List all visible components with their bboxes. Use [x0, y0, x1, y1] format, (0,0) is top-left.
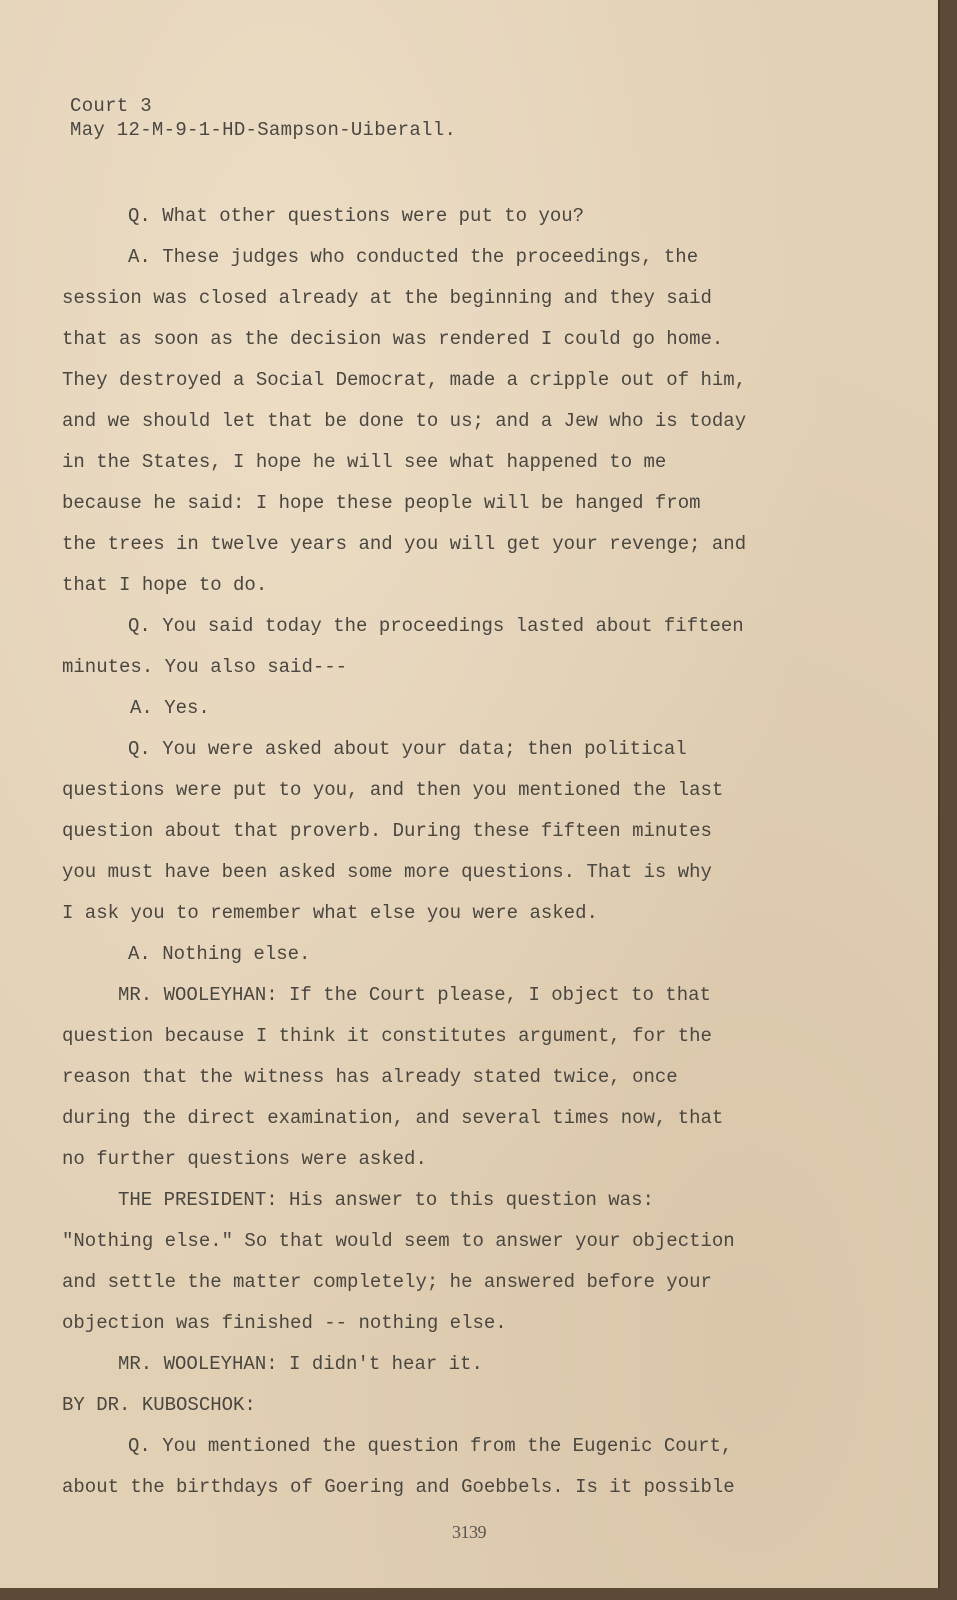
transcript-line: that as soon as the decision was rendered I could go home. — [62, 328, 724, 350]
transcript-line: the trees in twelve years and you will get your revenge; and — [62, 533, 747, 555]
transcript-line: Q. You were asked about your data; then political — [128, 738, 687, 760]
transcript-line: during the direct examination, and several times now, that — [62, 1107, 724, 1129]
transcript-line: A. These judges who conducted the proceedings, the — [128, 246, 699, 268]
transcript-line: I ask you to remember what else you were asked. — [62, 902, 598, 924]
transcript-line: MR. WOOLEYHAN: If the Court please, I object to that — [118, 984, 711, 1006]
transcript-line: They destroyed a Social Democrat, made a cripple out of him, — [62, 369, 747, 391]
transcript-line: A. Yes. — [130, 697, 210, 719]
transcript-line: Q. What other questions were put to you? — [128, 205, 585, 227]
date-line: May 12-M-9-1-HD-Sampson-Uiberall. — [70, 119, 457, 141]
transcript-line: and settle the matter completely; he answered before your — [62, 1271, 712, 1293]
transcript-line: about the birthdays of Goering and Goebbels. Is it possible — [62, 1476, 735, 1498]
transcript-line: because he said: I hope these people will be hanged from — [62, 492, 701, 514]
transcript-line: THE PRESIDENT: His answer to this question was: — [118, 1189, 654, 1211]
transcript-line: in the States, I hope he will see what happened to me — [62, 451, 667, 473]
transcript-line: minutes. You also said--- — [62, 656, 348, 678]
transcript-line: questions were put to you, and then you mentioned the last — [62, 779, 724, 801]
transcript-line: no further questions were asked. — [62, 1148, 427, 1170]
transcript-line: "Nothing else." So that would seem to answer your objection — [62, 1230, 735, 1252]
transcript-line: BY DR. KUBOSCHOK: — [62, 1394, 256, 1416]
page-number: 3139 — [452, 1522, 486, 1542]
transcript-line: Q. You said today the proceedings lasted about fifteen — [128, 615, 744, 637]
transcript-line: reason that the witness has already stated twice, once — [62, 1066, 678, 1088]
transcript-line: objection was finished -- nothing else. — [62, 1312, 507, 1334]
transcript-line: and we should let that be done to us; and a Jew who is today — [62, 410, 747, 432]
court-line: Court 3 — [70, 95, 152, 117]
transcript-line: question about that proverb. During these fifteen minutes — [62, 820, 712, 842]
transcript-line: Q. You mentioned the question from the Eugenic Court, — [128, 1435, 733, 1457]
transcript-line: MR. WOOLEYHAN: I didn't hear it. — [118, 1353, 483, 1375]
transcript-line: question because I think it constitutes argument, for the — [62, 1025, 712, 1047]
transcript-line: A. Nothing else. — [128, 943, 311, 965]
transcript-line: that I hope to do. — [62, 574, 268, 596]
transcript-body — [62, 196, 802, 1508]
transcript-line: session was closed already at the beginning and they said — [62, 287, 712, 309]
document-header — [70, 94, 456, 142]
transcript-line: you must have been asked some more questions. That is why — [62, 861, 712, 883]
